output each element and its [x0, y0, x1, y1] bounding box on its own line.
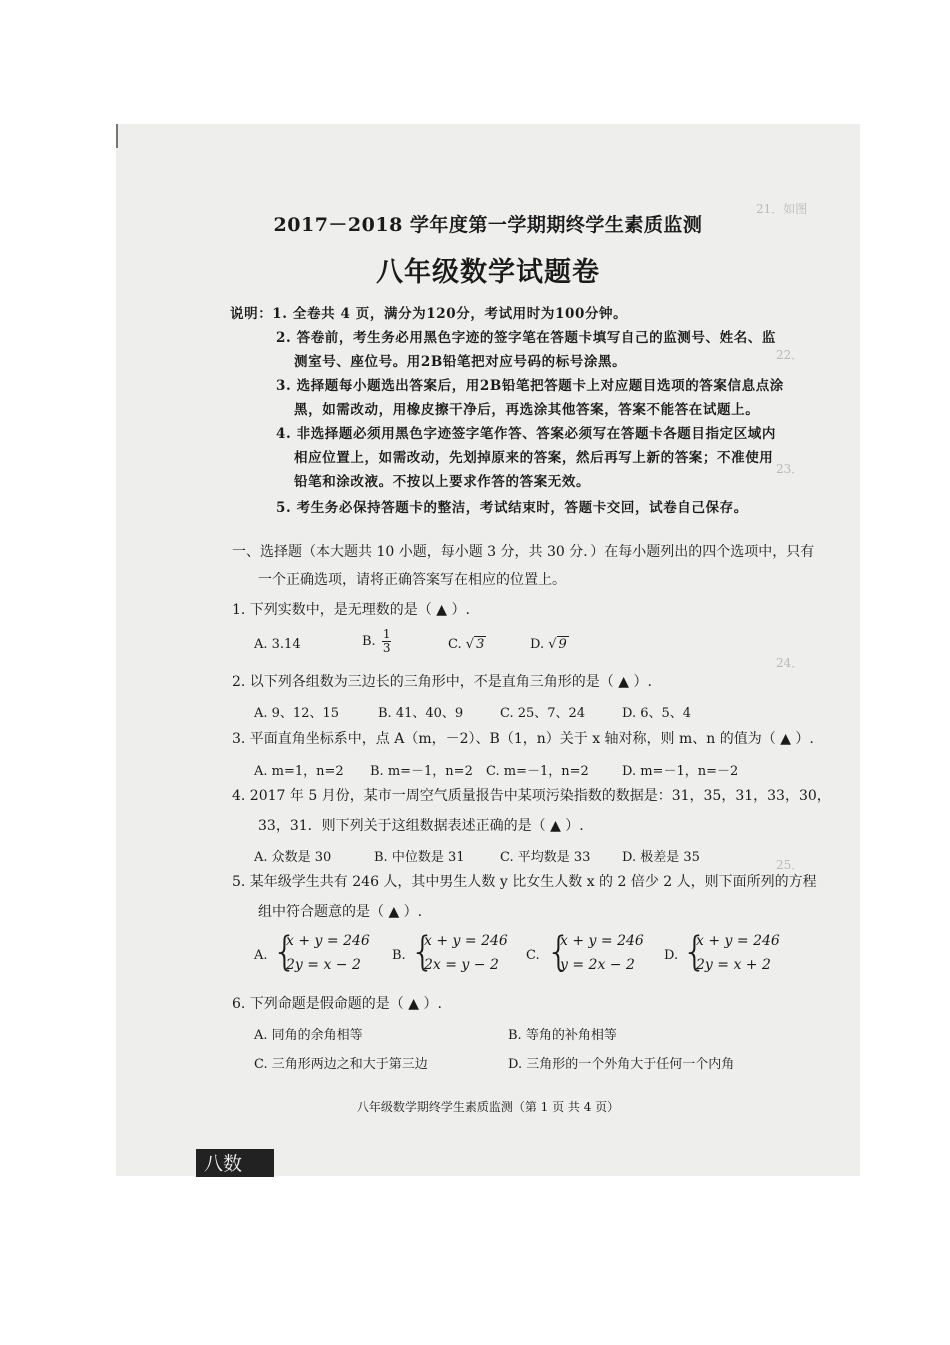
q4-option-a: A. 众数是 30 — [254, 850, 332, 865]
note-line-6: 4. 非选择题必须用黑色字迹签字笔作答、答案必须写在答题卡各题目指定区域内 — [276, 426, 776, 442]
equation-1: x + y = 246 — [696, 933, 780, 949]
left-brace: { — [410, 929, 436, 975]
equation-2: y = 2x − 2 — [560, 957, 635, 973]
question-4-stem: 4. 2017 年 5 月份，某市一周空气质量报告中某项污染指数的数据是：31，35，31，33，30， — [232, 788, 831, 804]
q5-option-c-label: C. — [526, 948, 540, 963]
q5-option-a-system — [272, 930, 382, 976]
q1-option-c-label: C. — [448, 637, 462, 652]
equation-2: 2y = x + 2 — [696, 957, 771, 973]
note-line-3: 测室号、座位号。用2B铅笔把对应号码的标号涂黑。 — [294, 354, 627, 370]
q2-option-c: C. 25、7、24 — [500, 706, 586, 721]
q2-option-d: D. 6、5、4 — [622, 706, 692, 721]
question-1-stem: 1. 下列实数中，是无理数的是（ ▲ ）. — [232, 602, 470, 618]
q1-option-b-label: B. — [362, 634, 376, 649]
bleed-through-mark: 24． — [776, 656, 804, 670]
q5-option-d-label: D. — [664, 948, 679, 963]
q4-option-d: D. 极差是 35 — [622, 850, 700, 865]
q3-option-c: C. m=－1，n=2 — [486, 764, 589, 779]
radicand: 3 — [476, 637, 485, 652]
q1-option-b — [362, 628, 393, 655]
q5-option-d-system — [682, 930, 792, 976]
q5-option-b-label: B. — [392, 948, 406, 963]
note-line-5: 黑，如需改动，用橡皮擦干净后，再选涂其他答案，答案不能答在试题上。 — [294, 402, 760, 418]
question-2-stem: 2. 以下列各组数为三边长的三角形中，不是直角三角形的是（ ▲ ）. — [232, 674, 652, 690]
section-heading: 一、选择题（本大题共 10 小题，每小题 3 分，共 30 分．）在每小题列出的四个选项中，只有 — [232, 544, 815, 560]
question-4-stem-cont: 33，31．则下列关于这组数据表述正确的是（ ▲ ）. — [258, 818, 584, 834]
q3-option-b: B. m=－1，n=2 — [370, 764, 473, 779]
q5-option-a-label: A. — [254, 948, 268, 963]
note-line-1: 说明：1. 全卷共 4 页，满分为120分，考试用时为100分钟。 — [230, 306, 628, 322]
square-root: √ 3 — [465, 637, 485, 652]
note-line-4: 3. 选择题每小题选出答案后，用2B铅笔把答题卡上对应题目选项的答案信息点涂 — [276, 378, 784, 394]
exam-period-title: 2017－2018 学年度第一学期期终学生素质监测 — [273, 214, 703, 236]
denominator: 3 — [382, 641, 391, 655]
q2-option-a: A. 9、12、15 — [254, 706, 340, 721]
q6-option-b: B. 等角的补角相等 — [508, 1028, 617, 1043]
q4-option-b: B. 中位数是 31 — [374, 850, 465, 865]
q1-option-d — [530, 637, 569, 652]
q1-option-a: A. 3.14 — [254, 637, 301, 652]
question-3-stem: 3. 平面直角坐标系中，点 A（m，－2）、B（1，n）关于 x 轴对称，则 m、n 的值为（ ▲ ）. — [232, 731, 814, 747]
question-5-stem: 5. 某年级学生共有 246 人，其中男生人数 y 比女生人数 x 的 2 倍少 2 人，则下面所列的方程 — [232, 874, 817, 890]
left-brace: { — [682, 929, 708, 975]
equation-2: 2x = y − 2 — [424, 957, 499, 973]
note-line-8: 铅笔和涂改液。不按以上要求作答的答案无效。 — [294, 474, 591, 490]
question-5-stem-cont: 组中符合题意的是（ ▲ ）. — [258, 904, 423, 920]
subject-stamp: 八数 — [196, 1149, 274, 1177]
bleed-through-mark: 23． — [776, 462, 804, 476]
bleed-through-mark: 25． — [776, 858, 804, 872]
equation-2: 2y = x − 2 — [286, 957, 361, 973]
q6-option-a: A. 同角的余角相等 — [254, 1028, 363, 1043]
note-line-2: 2. 答卷前，考生务必用黑色字迹的签字笔在答题卡填写自己的监测号、姓名、监 — [276, 330, 776, 346]
q1-option-c — [448, 637, 486, 652]
q3-option-d: D. m=－1，n=－2 — [622, 764, 739, 779]
equation-1: x + y = 246 — [560, 933, 644, 949]
q6-option-d: D. 三角形的一个外角大于任何一个内角 — [508, 1057, 735, 1072]
q5-option-c-system — [546, 930, 656, 976]
q5-option-b-system — [410, 930, 520, 976]
note-line-7: 相应位置上，如需改动，先划掉原来的答案，然后再写上新的答案；不准使用 — [294, 450, 774, 466]
exam-paper-title: 八年级数学试题卷 — [376, 257, 600, 288]
equation-1: x + y = 246 — [286, 933, 370, 949]
bleed-through-mark: 21．如图 — [756, 202, 880, 216]
scanned-page — [116, 124, 880, 1176]
numerator: 1 — [382, 627, 391, 641]
bleed-through-mark: 22． — [776, 348, 804, 362]
q6-option-c: C. 三角形两边之和大于第三边 — [254, 1057, 428, 1072]
left-brace: { — [546, 929, 572, 975]
q4-option-c: C. 平均数是 33 — [500, 850, 591, 865]
page-footer: 八年级数学期终学生素质监测（第 1 页 共 4 页） — [356, 1100, 620, 1114]
equation-1: x + y = 246 — [424, 933, 508, 949]
section-heading-cont: 一个正确选项，请将正确答案写在相应的位置上。 — [258, 572, 566, 588]
q3-option-a: A. m=1，n=2 — [254, 764, 344, 779]
left-brace: { — [272, 929, 298, 975]
fraction — [382, 628, 392, 655]
note-line-9: 5. 考生务必保持答题卡的整洁，考试结束时，答题卡交回，试卷自己保存。 — [276, 500, 748, 516]
radicand: 9 — [558, 637, 567, 652]
square-root: √ 9 — [548, 637, 567, 652]
q2-option-b: B. 41、40、9 — [378, 706, 464, 721]
q1-option-d-label: D. — [530, 637, 545, 652]
question-6-stem: 6. 下列命题是假命题的是（ ▲ ）. — [232, 996, 442, 1012]
